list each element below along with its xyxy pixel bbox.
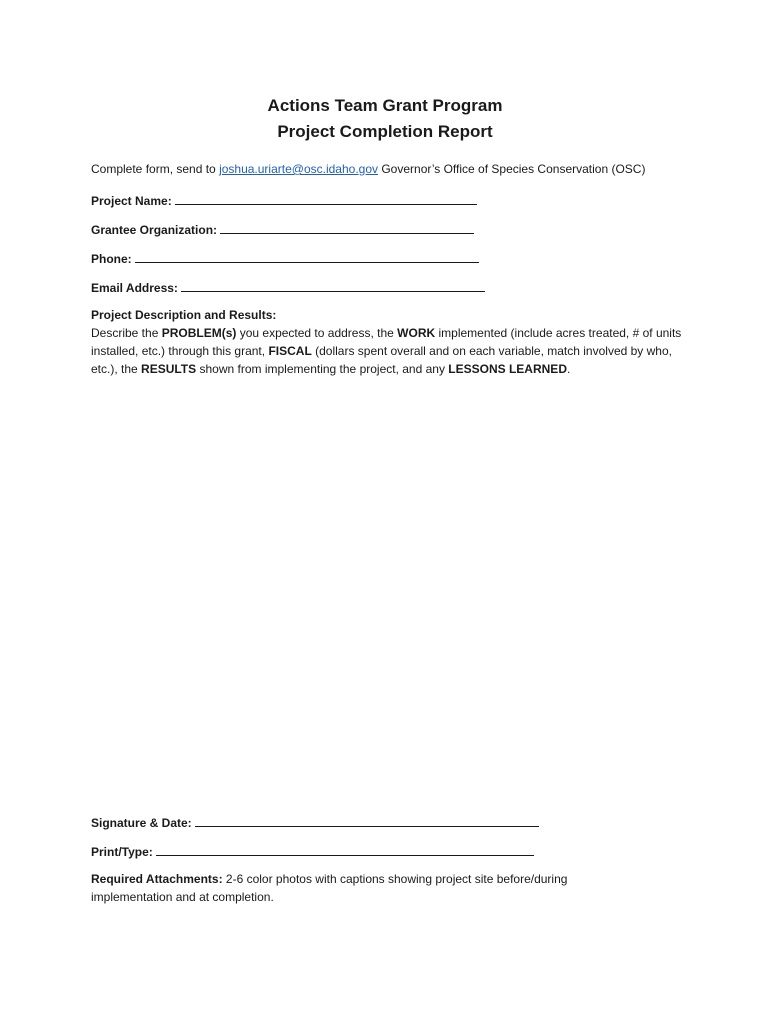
phone-row xyxy=(91,250,479,266)
phone-label: Phone: xyxy=(91,252,132,266)
description-heading: Project Description and Results: xyxy=(91,308,277,322)
desc-fiscal: FISCAL xyxy=(268,344,312,358)
desc-text-1: Describe the xyxy=(91,326,162,340)
phone-field[interactable] xyxy=(135,250,479,263)
desc-text-5: shown from implementing the project, and any xyxy=(196,362,449,376)
description-paragraph xyxy=(91,324,691,378)
project-name-field[interactable] xyxy=(175,192,477,205)
intro-line xyxy=(91,162,645,176)
signature-row xyxy=(91,814,539,830)
desc-problem: PROBLEM(s) xyxy=(161,326,237,340)
email-field[interactable] xyxy=(181,279,485,292)
desc-text-6: . xyxy=(566,362,571,376)
grantee-org-field[interactable] xyxy=(220,221,474,234)
project-name-row xyxy=(91,192,477,208)
desc-work: WORK xyxy=(397,326,436,340)
print-type-label: Print/Type: xyxy=(91,845,153,859)
intro-prefix: Complete form, send to xyxy=(91,162,220,176)
signature-field[interactable] xyxy=(195,814,539,827)
print-type-field[interactable] xyxy=(156,843,534,856)
attachments-label: Required Attachments: xyxy=(91,872,223,886)
desc-text-3: implemented (include acres treated, # of units installed, etc.) through this grant, xyxy=(91,326,682,358)
desc-results: RESULTS xyxy=(141,362,197,376)
project-name-label: Project Name: xyxy=(91,194,172,208)
desc-text-4: (dollars spent overall and on each variable, match involved by who, etc.), the xyxy=(91,344,672,376)
email-label: Email Address: xyxy=(91,281,178,295)
intro-suffix: Governor’s Office of Species Conservation (OSC) xyxy=(378,162,646,176)
attachments-paragraph xyxy=(91,870,631,906)
email-row xyxy=(91,279,485,295)
signature-label: Signature & Date: xyxy=(91,816,192,830)
attachments-text: 2-6 color photos with captions showing project site before/during implementation and at completion. xyxy=(91,872,568,904)
form-subtitle: Project Completion Report xyxy=(277,122,493,141)
desc-lessons: LESSONS LEARNED xyxy=(448,362,567,376)
desc-text-2: you expected to address, the xyxy=(236,326,398,340)
grantee-org-row xyxy=(91,221,474,237)
email-link[interactable]: joshua.uriarte@osc.idaho.gov xyxy=(219,162,379,176)
grantee-org-label: Grantee Organization: xyxy=(91,223,218,237)
form-title: Actions Team Grant Program xyxy=(267,96,503,115)
print-type-row xyxy=(91,843,534,859)
